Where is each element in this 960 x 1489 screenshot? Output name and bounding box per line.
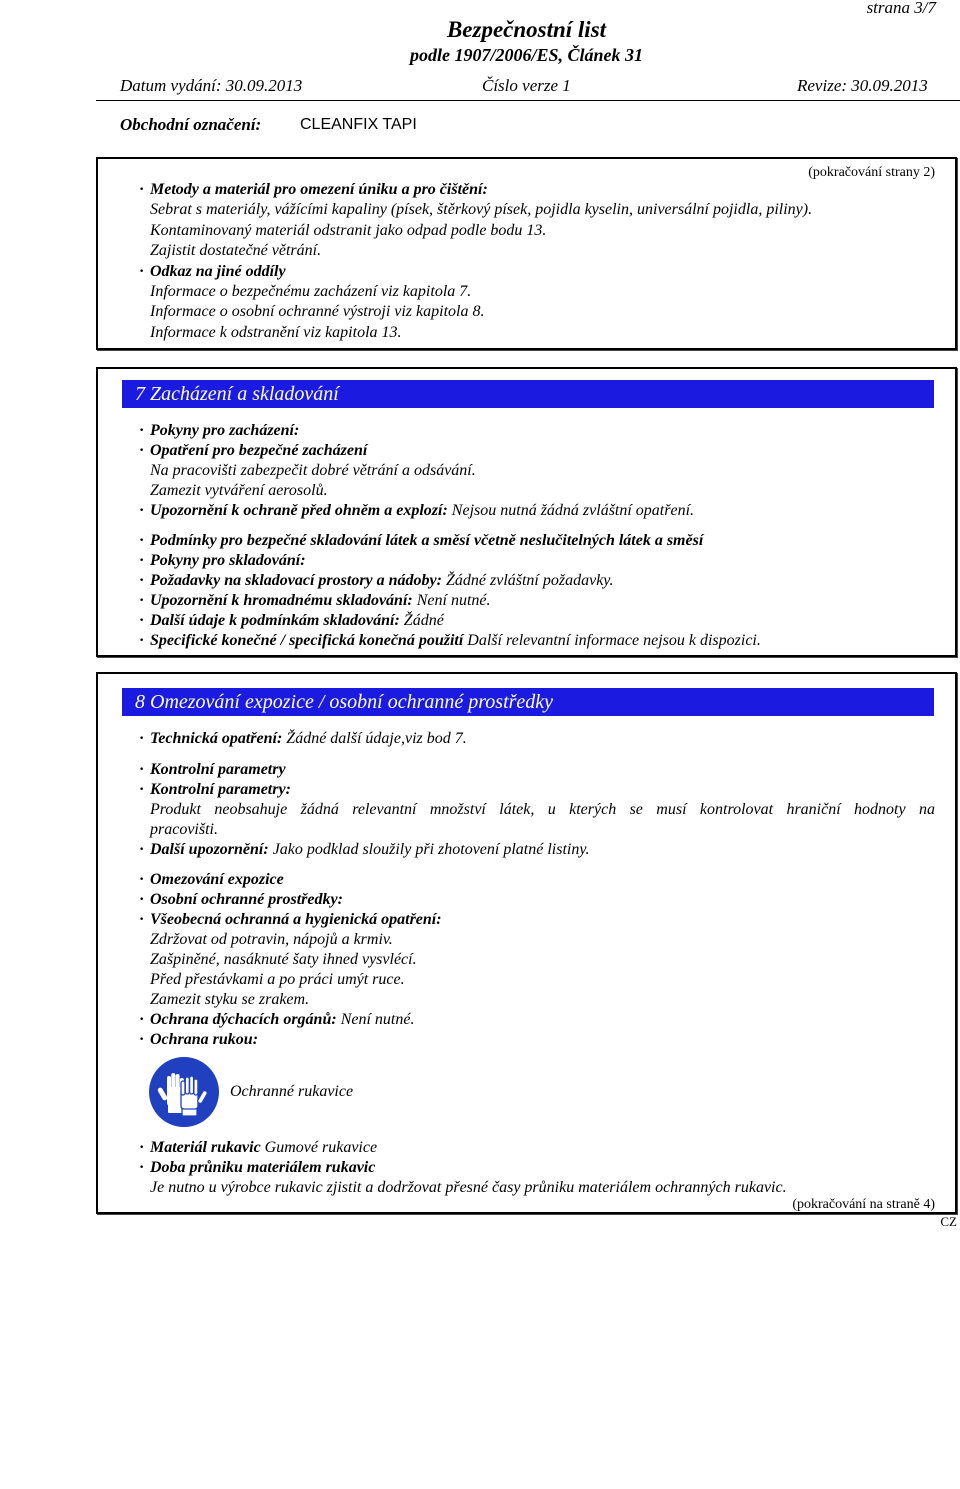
item-text: Zajistit dostatečné větrání. [150,242,322,260]
item-label: Kontrolní parametry [150,761,286,778]
item-row [98,571,955,591]
bullet: · [139,1031,145,1048]
bullet: · [139,422,145,439]
bullet: · [139,1011,145,1028]
item-heading [98,1158,955,1178]
spacer [98,860,955,870]
item-label: Ochrana dýchacích orgánů: [150,1011,337,1028]
item-heading [98,441,955,461]
item-label: Další upozornění: [150,841,269,858]
item-value: Jako podklad sloužily při zhotovení platné listiny. [272,841,590,858]
spacer [98,749,955,760]
item-heading [98,180,955,200]
issue-date: Datum vydání: 30.09.2013 [120,76,303,95]
spacer [98,521,955,531]
item-value: Gumové rukavice [264,1139,378,1156]
item-text: Na pracovišti zabezpečit dobré větrání a odsávání. [150,462,476,479]
bullet: · [139,572,145,589]
item-row [98,729,955,749]
item-row [98,840,955,860]
bullet: · [139,871,145,888]
item-label: Osobní ochranné prostředky: [150,891,343,908]
item-label: Požadavky na skladovací prostory a nádoby: [150,572,442,589]
bullet: · [139,1159,145,1176]
item-label: Opatření pro bezpečné zacházení [150,442,368,459]
item-label: Technická opatření: [150,730,283,747]
item-text [98,800,955,820]
item-text: Zdržovat od potravin, nápojů a krmiv. [150,931,393,948]
item-label: Kontrolní parametry: [150,781,291,798]
item-heading [98,531,955,551]
item-heading [98,780,955,800]
item-heading [98,421,955,441]
protective-gloves-icon [148,1056,220,1128]
item-heading [98,1030,955,1050]
item-heading [98,551,955,571]
item-text: Před přestávkami a po práci umýt ruce. [150,971,405,988]
language-code: CZ [940,1214,957,1229]
item-label: Ochrana rukou: [150,1031,259,1048]
item-label: Odkaz na jiné oddíly [150,262,286,280]
document-regulation: podle 1907/2006/ES, Článek 31 [409,45,643,65]
item-row [98,631,955,651]
item-row [98,591,955,611]
item-heading [98,870,955,890]
item-heading [98,262,955,282]
item-text-justified: Produkt neobsahuje žádná relevantní množství látek, u kterých se musí kontrolovat hraniční hodnoty na [150,801,935,818]
continuation-note: (pokračování strany 2) [808,165,935,180]
section-6-continued [96,157,957,350]
trade-name-label: Obchodní označení: [120,115,262,134]
item-value: Žádné další údaje,viz bod 7. [286,730,467,747]
bullet: · [139,592,145,609]
bullet: · [139,612,145,629]
item-label: Materiál rukavic [150,1139,261,1156]
item-label: Omezování expozice [150,871,284,888]
item-heading [98,890,955,910]
item-value: Nejsou nutná žádná zvláštní opatření. [451,502,695,519]
item-label: Specifické konečné / specifická konečná použití [150,632,464,649]
item-text: pracovišti. [150,821,218,838]
bullet: · [139,841,145,858]
header-divider [96,100,960,101]
bullet: · [139,730,145,747]
item-heading [98,910,955,930]
item-value: Žádné [403,612,444,629]
pictogram-label: Ochranné rukavice [230,1083,354,1100]
bullet: · [139,552,145,569]
item-label: Metody a materiál pro omezení úniku a pro čištění: [150,181,488,198]
item-row [98,611,955,631]
bullet: · [139,911,145,928]
section-8 [96,672,957,1214]
page-number: strana 3/7 [866,0,936,17]
version-number: Číslo verze 1 [482,76,571,95]
bullet: · [139,532,145,549]
item-text: Zašpiněné, nasáknuté šaty ihned vysvlécí. [150,951,417,968]
item-value: Není nutné. [340,1011,415,1028]
item-value: Není nutné. [416,592,491,609]
trade-name: CLEANFIX TAPI [300,116,417,133]
continuation-note: (pokračování na straně 4) [792,1197,935,1212]
bullet: · [139,181,145,198]
bullet: · [139,781,145,798]
gloves-pictogram-row [98,1056,955,1128]
item-label: Všeobecná ochranná a hygienická opatření: [150,911,442,928]
item-label: Podmínky pro bezpečné skladování látek a směsí včetně neslučitelných látek a směsí [150,532,704,549]
item-label: Pokyny pro skladování: [150,552,306,569]
bullet: · [139,262,145,280]
item-value: Další relevantní informace nejsou k dispozici. [467,632,761,649]
bullet: · [139,891,145,908]
bullet: · [139,1139,145,1156]
item-label: Doba průniku materiálem rukavic [150,1159,376,1176]
item-text: Informace o bezpečnému zacházení viz kapitola 7. [150,282,472,300]
section-7 [96,367,957,657]
bullet: · [139,502,145,519]
section-8-title: 8 Omezování expozice / osobní ochranné prostředky [122,688,934,716]
item-text: Zamezit vytváření aerosolů. [150,482,328,499]
bullet: · [139,761,145,778]
item-label: Upozornění k hromadnému skladování: [150,592,413,609]
item-label: Další údaje k podmínkám skladování: [150,612,400,629]
bullet: · [139,442,145,459]
item-text: Je nutno u výrobce rukavic zjistit a dodržovat přesné časy průniku materiálem ochranných rukavic. [150,1179,787,1196]
section-7-title: 7 Zacházení a skladování [122,380,934,408]
item-text: Sebrat s materiály, vážícími kapaliny (písek, štěrkový písek, pojidla kyselin, universální pojidla, piliny). [150,201,813,219]
item-row [98,1138,955,1158]
item-text: Informace o osobní ochranné výstroji viz kapitola 8. [150,303,485,321]
item-row [98,1010,955,1030]
bullet: · [139,632,145,649]
item-value: Žádné zvláštní požadavky. [445,572,614,589]
item-label: Upozornění k ochraně před ohněm a explozí: [150,502,448,519]
item-text: Informace k odstranění viz kapitola 13. [150,323,402,341]
item-text: Kontaminovaný materiál odstranit jako odpad podle bodu 13. [150,221,547,239]
item-row [98,501,955,521]
item-heading [98,760,955,780]
document-title: Bezpečnostní list [446,17,607,42]
revision-date: Revize: 30.09.2013 [797,76,928,95]
item-text: Zamezit styku se zrakem. [150,991,310,1008]
item-label: Pokyny pro zacházení: [150,422,300,439]
